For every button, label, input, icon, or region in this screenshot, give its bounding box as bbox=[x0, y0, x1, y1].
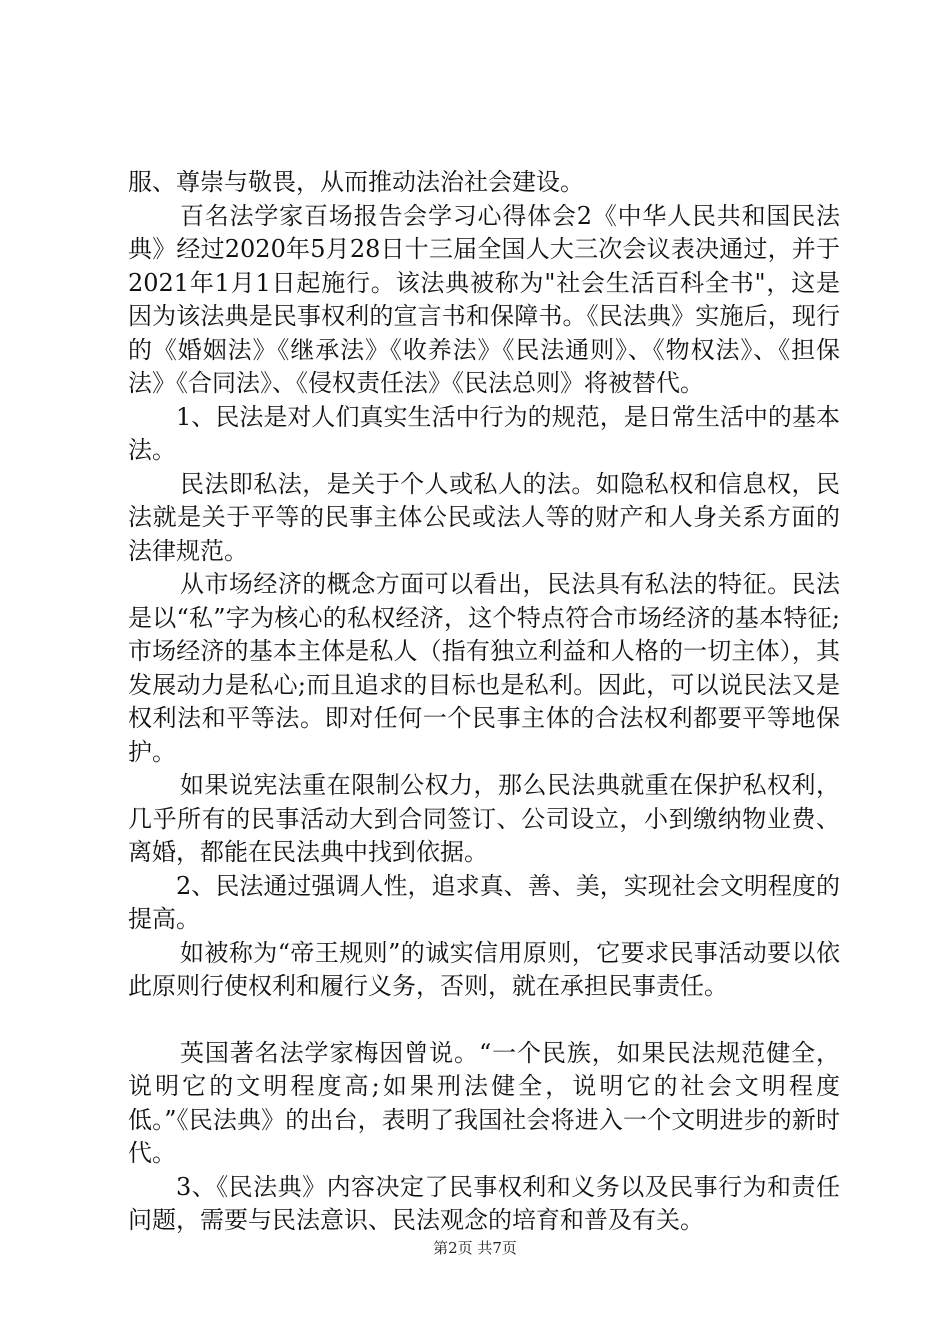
heading-point-2: 2、民法通过强调人性，追求真、善、美，实现社会文明程度的提高。 bbox=[128, 871, 840, 933]
heading-point-3: 3、《民法典》内容决定了民事权利和义务以及民事行为和责任问题，需要与民法意识、民法观念的培育和普及有关。 bbox=[128, 1172, 840, 1234]
paragraph-continuation: 服、尊崇与敬畏，从而推动法治社会建设。 bbox=[128, 168, 584, 196]
paragraph-intro: 百名法学家百场报告会学习心得体会2《中华人民共和国民法典》经过2020年5月28日十三届全国人大三次会议表决通过，并于2021年1月1日起施行。该法典被称为"社会生活百科全书"，这是因为该法典是民事权利的宣言书和保障书。《民法典》实施后，现行的《婚姻法》《继承法》《收养法》《民法通则》、《物权法》、《担保法》《合同法》、《侵权责任法》《民法总则》将被替代。 bbox=[128, 201, 840, 397]
paragraph-market-economy: 从市场经济的概念方面可以看出，民法具有私法的特征。民法是以“私”字为核心的私权经济，这个特点符合市场经济的基本特征;市场经济的基本主体是私人（指有独立利益和人格的一切主体），其发展动力是私心;而且追求的目标也是私利。因此，可以说民法又是权利法和平等法。即对任何一个民事主体的合法权利都要平等地保护。 bbox=[128, 570, 840, 766]
paragraph-spacer bbox=[128, 1004, 840, 1037]
heading-point-1: 1、民法是对人们真实生活中行为的规范，是日常生活中的基本法。 bbox=[128, 402, 840, 464]
document-body bbox=[128, 166, 840, 1238]
paragraph-good-faith: 如被称为“帝王规则”的诚实信用原则，它要求民事活动要以依此原则行使权利和履行义务，否则，就在承担民事责任。 bbox=[128, 938, 840, 1000]
paragraph-constitution: 如果说宪法重在限制公权力，那么民法典就重在保护私权利，几乎所有的民事活动大到合同签订、公司设立，小到缴纳物业费、离婚，都能在民法典中找到依据。 bbox=[128, 771, 840, 866]
paragraph-maine-quote: 英国著名法学家梅因曾说。“一个民族，如果民法规范健全，说明它的文明程度高;如果刑法健全，说明它的社会文明程度低。”《民法典》的出台，表明了我国社会将进入一个文明进步的新时代。 bbox=[128, 1038, 840, 1167]
page-number-footer: 第2页 共7页 bbox=[433, 1239, 517, 1257]
paragraph-private-law: 民法即私法，是关于个人或私人的法。如隐私权和信息权，民法就是关于平等的民事主体公民或法人等的财产和人身关系方面的法律规范。 bbox=[128, 469, 840, 565]
